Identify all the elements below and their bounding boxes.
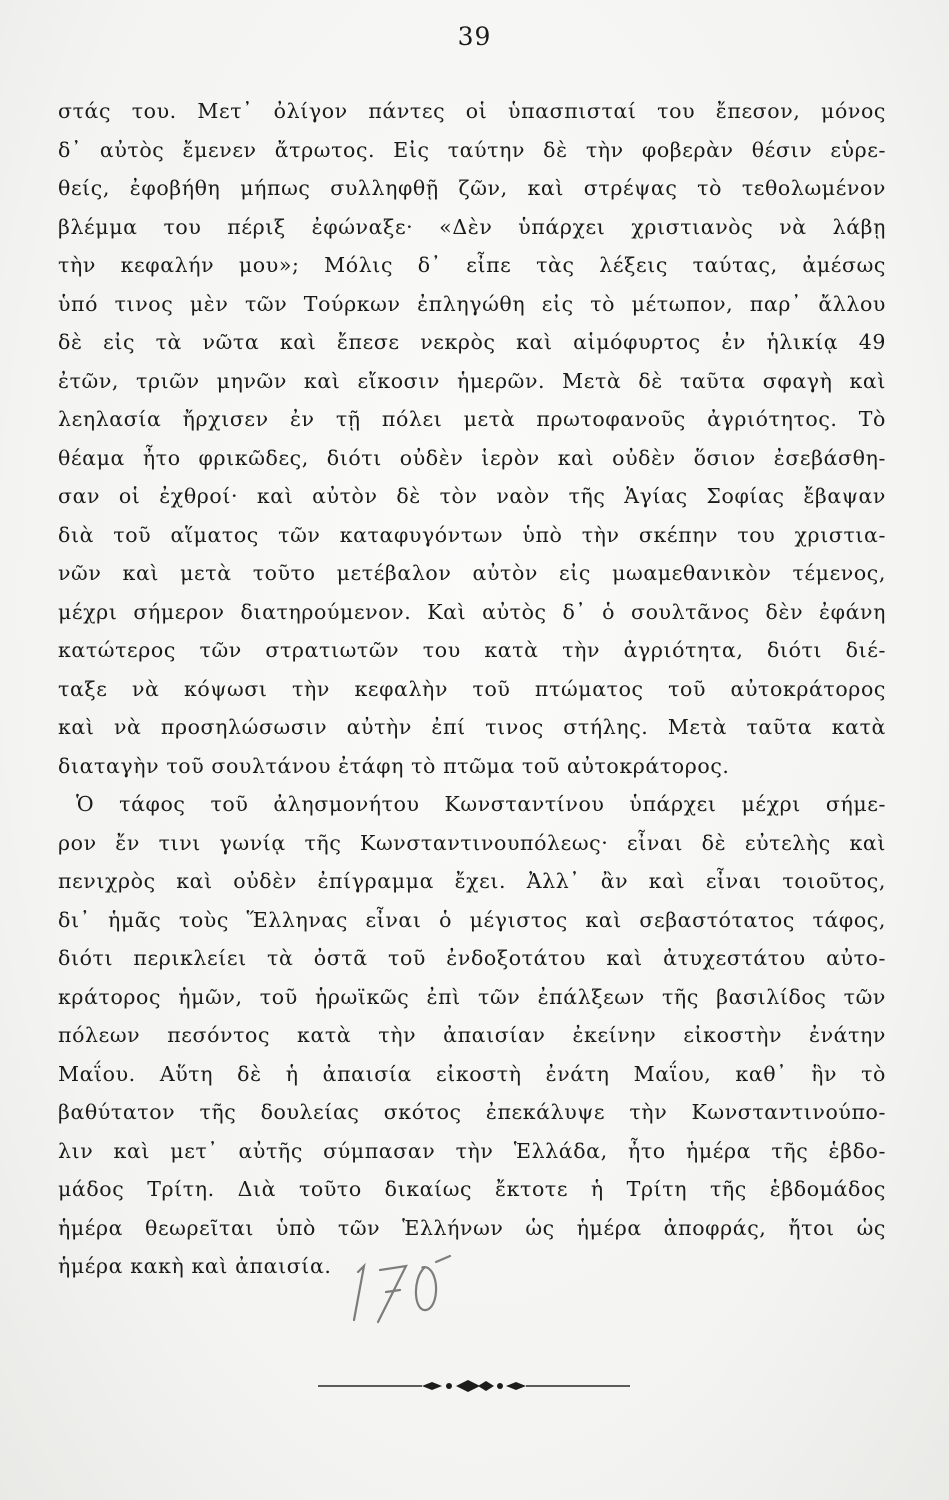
text-line: θέαμα ἦτο φρικῶδες, διότι οὐδὲν ἱερὸν καὶ οὐδὲν ὅσιον ἐσεβάσθη-: [58, 445, 886, 470]
text-line: ἐτῶν, τριῶν μηνῶν καὶ εἴκοσιν ἡμερῶν. Μετὰ δὲ ταῦτα σφαγὴ καὶ: [58, 368, 886, 393]
text-line: νῶν καὶ μετὰ τοῦτο μετέβαλον αὐτὸν εἰς μωαμεθανικὸν τέμενος,: [58, 561, 886, 585]
text-line: δὲ εἰς τὰ νῶτα καὶ ἔπεσε νεκρὸς καὶ αἱμόφυρτος ἐν ἡλικίᾳ 49: [58, 330, 886, 354]
page-number: 39: [457, 22, 492, 51]
text-line: ταξε νὰ κόψωσι τὴν κεφαλὴν τοῦ πτώματος τοῦ αὐτοκράτορος: [58, 676, 886, 701]
text-line: διαταγὴν τοῦ σουλτάνου ἐτάφη τὸ πτῶμα τοῦ αὐτοκράτορος.: [58, 753, 730, 778]
text-line: λιν καὶ μετ᾽ αὐτῆς σύμπασαν τὴν Ἑλλάδα, ἦτο ἡμέρα τῆς ἑβδο-: [58, 1138, 886, 1163]
text-line: δ᾽ αὐτὸς ἔμενεν ἄτρωτος. Εἰς ταύτην δὲ τὴν φοβερὰν θέσιν εὑρε-: [58, 137, 886, 162]
text-line: καὶ νὰ προσηλώσωσιν αὐτὴν ἐπί τινος στήλης. Μετὰ ταῦτα κατὰ: [58, 715, 886, 739]
text-line: πενιχρὸς καὶ οὐδὲν ἐπίγραμμα ἔχει. Ἀλλ᾽ ἂν καὶ εἶναι τοιοῦτος,: [58, 869, 886, 893]
text-line: λεηλασία ἤρχισεν ἐν τῇ πόλει μετὰ πρωτοφανοῦς ἀγριότητος. Τὸ: [58, 407, 886, 431]
text-line: βαθύτατον τῆς δουλείας σκότος ἐπεκάλυψε τὴν Κωνσταντινούπο-: [58, 1100, 886, 1124]
text-line: ἡμέρα κακὴ καὶ ἀπαισία.: [58, 1254, 332, 1278]
text-line: στάς του. Μετ᾽ ὀλίγον πάντες οἱ ὑπασπισταί του ἔπεσον, μόνος: [58, 99, 886, 123]
text-line: ὑπό τινος μὲν τῶν Τούρκων ἐπληγώθη εἰς τὸ μέτωπον, παρ᾽ ἄλλου: [58, 291, 886, 316]
handwritten-annotation-icon: [340, 1250, 460, 1330]
ornament-divider: [318, 1376, 630, 1396]
text-line: ἡμέρα θεωρεῖται ὑπὸ τῶν Ἑλλήνων ὡς ἡμέρα ἀποφράς, ἤτοι ὡς: [58, 1215, 886, 1240]
text-line: Ὁ τάφος τοῦ ἀλησμονήτου Κωνσταντίνου ὑπάρχει μέχρι σήμε-: [76, 792, 886, 816]
text-line: διότι περικλείει τὰ ὀστᾶ τοῦ ἐνδοξοτάτου καὶ ἀτυχεστάτου αὐτο-: [58, 946, 886, 970]
text-line: Μαΐου. Αὕτη δὲ ἡ ἀπαισία εἰκοστὴ ἐνάτη Μαΐου, καθ᾽ ἣν τὸ: [58, 1061, 886, 1086]
text-line: θείς, ἐφοβήθη μήπως συλληφθῇ ζῶν, καὶ στρέψας τὸ τεθολωμένον: [58, 176, 886, 200]
text-line: μάδος Τρίτη. Διὰ τοῦτο δικαίως ἔκτοτε ἡ Τρίτη τῆς ἑβδομάδος: [58, 1177, 886, 1201]
text-line: κατώτερος τῶν στρατιωτῶν του κατὰ τὴν ἀγριότητα, διότι διέ-: [58, 638, 886, 662]
text-line: κράτορος ἡμῶν, τοῦ ἡρωϊκῶς ἐπὶ τῶν ἐπάλξεων τῆς βασιλίδος τῶν: [58, 984, 886, 1009]
text-line: πόλεων πεσόντος κατὰ τὴν ἀπαισίαν ἐκείνην εἰκοστὴν ἐνάτην: [58, 1023, 886, 1047]
body-text: [58, 92, 886, 1286]
text-line: διὰ τοῦ αἵματος τῶν καταφυγόντων ὑπὸ τὴν σκέπην του χριστια-: [58, 522, 886, 547]
text-line: σαν οἱ ἐχθροί· καὶ αὐτὸν δὲ τὸν ναὸν τῆς Ἁγίας Σοφίας ἔβαψαν: [58, 484, 886, 508]
text-line: ρον ἔν τινι γωνίᾳ τῆς Κωνσταντινουπόλεως· εἶναι δὲ εὐτελὴς καὶ: [58, 830, 886, 855]
text-line: μέχρι σήμερον διατηρούμενον. Καὶ αὐτὸς δ᾽ ὁ σουλτᾶνος δὲν ἐφάνη: [58, 599, 886, 624]
text-line: βλέμμα του πέριξ ἐφώναξε· «Δὲν ὑπάρχει χριστιανὸς νὰ λάβῃ: [58, 214, 886, 239]
text-line: δι᾽ ἡμᾶς τοὺς Ἕλληνας εἶναι ὁ μέγιστος καὶ σεβαστότατος τάφος,: [58, 907, 886, 932]
text-line: τὴν κεφαλήν μου»; Μόλις δ᾽ εἶπε τὰς λέξεις ταύτας, ἀμέσως: [58, 253, 886, 277]
